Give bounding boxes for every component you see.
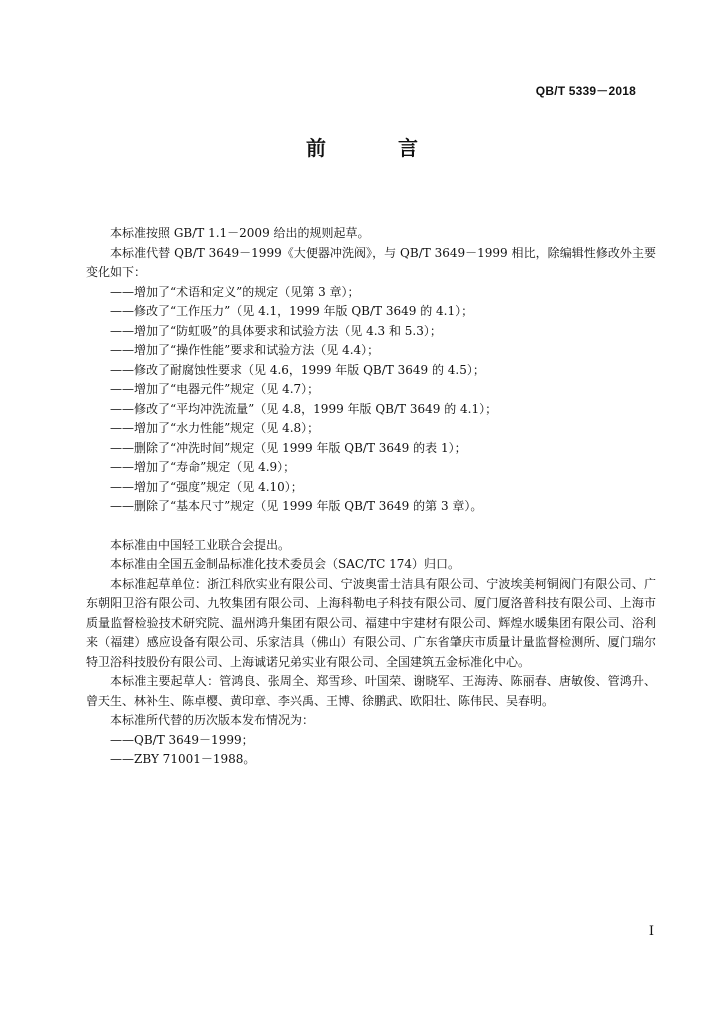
change-item: ——修改了耐腐蚀性要求（见 4.6，1999 年版 QB/T 3649 的 4.5）； [110,362,485,377]
change-item: ——增加了“操作性能”要求和试验方法（见 4.4）； [110,343,380,357]
change-item: ——删除了“冲洗时间”规定（见 1999 年版 QB/T 3649 的表 1）； [110,440,467,455]
proposed-by-paragraph: 本标准由中国轻工业联合会提出。 [110,537,291,552]
change-item: ——增加了“电器元件”规定（见 4.7）； [110,382,320,396]
section-spacer [86,517,656,536]
history-item: ——ZBY 71001－1988。 [110,752,256,766]
replacement-paragraph: 本标准代替 QB/T 3649－1999《大便器冲洗阀》，与 QB/T 3649－1999 相比，除编辑性修改外主要变化如下： [86,245,656,279]
history-item: ——QB/T 3649－1999； [110,732,254,747]
change-item: ——修改了“工作压力”（见 4.1，1999 年版 QB/T 3649 的 4.1）； [110,304,474,318]
change-item: ——增加了“水力性能”规定（见 4.8）； [110,421,320,435]
change-item: ——修改了“平均冲洗流量”（见 4.8，1999 年版 QB/T 3649 的 4.1）； [110,401,498,416]
page-number: I [648,924,654,939]
change-item: ——增加了“术语和定义”的规定（见第 3 章）； [110,284,360,299]
drafting-units-paragraph: 本标准起草单位：浙江科欣实业有限公司、宁波奥雷士洁具有限公司、宁波埃美柯铜阀门有限公司、广东朝阳卫浴有限公司、九牧集团有限公司、上海科勒电子科技有限公司、厦门厦洛普科技有限公司、上海市质量监督检验技术研究院、温州鸿升集团有限公司、福建中宇建材有限公司、辉煌水暖集团有限公司、浴利来（福建）感应设备有限公司、乐家洁具（佛山）有限公司、广东省肇庆市质量计量监督检测所、厦门瑞尔特卫浴科技股份有限公司、上海诚诺兄弟实业有限公司、全国建筑五金标准化中心。 [86,576,656,669]
change-item: ——删除了“基本尺寸”规定（见 1999 年版 QB/T 3649 的第 3 章）。 [110,499,483,513]
managed-by-paragraph: 本标准由全国五金制品标准化技术委员会（SAC/TC 174）归口。 [110,557,461,571]
foreword-body [86,224,656,770]
changes-list [86,283,656,517]
change-item: ——增加了“防虹吸”的具体要求和试验方法（见 4.3 和 5.3）； [110,323,442,338]
change-item: ——增加了“寿命”规定（见 4.9）； [110,460,296,474]
change-item: ——增加了“强度”规定（见 4.10）； [110,479,303,494]
drafters-paragraph: 本标准主要起草人：管鸿良、张周全、郑雪珍、叶国荣、谢晓军、王海涛、陈丽春、唐敏俊、管鸿升、曾天生、林补生、陈卓樱、黄印章、李兴禹、王博、徐鹏武、欧阳壮、陈伟民、吴春明。 [86,674,656,708]
history-intro-paragraph: 本标准所代替的历次版本发布情况为： [110,713,315,727]
page-title: 前 言 [306,136,444,160]
drafting-rule-paragraph: 本标准按照 GB/T 1.1－2009 给出的规则起草。 [110,226,370,240]
standard-code: QB/T 5339－2018 [535,84,636,98]
